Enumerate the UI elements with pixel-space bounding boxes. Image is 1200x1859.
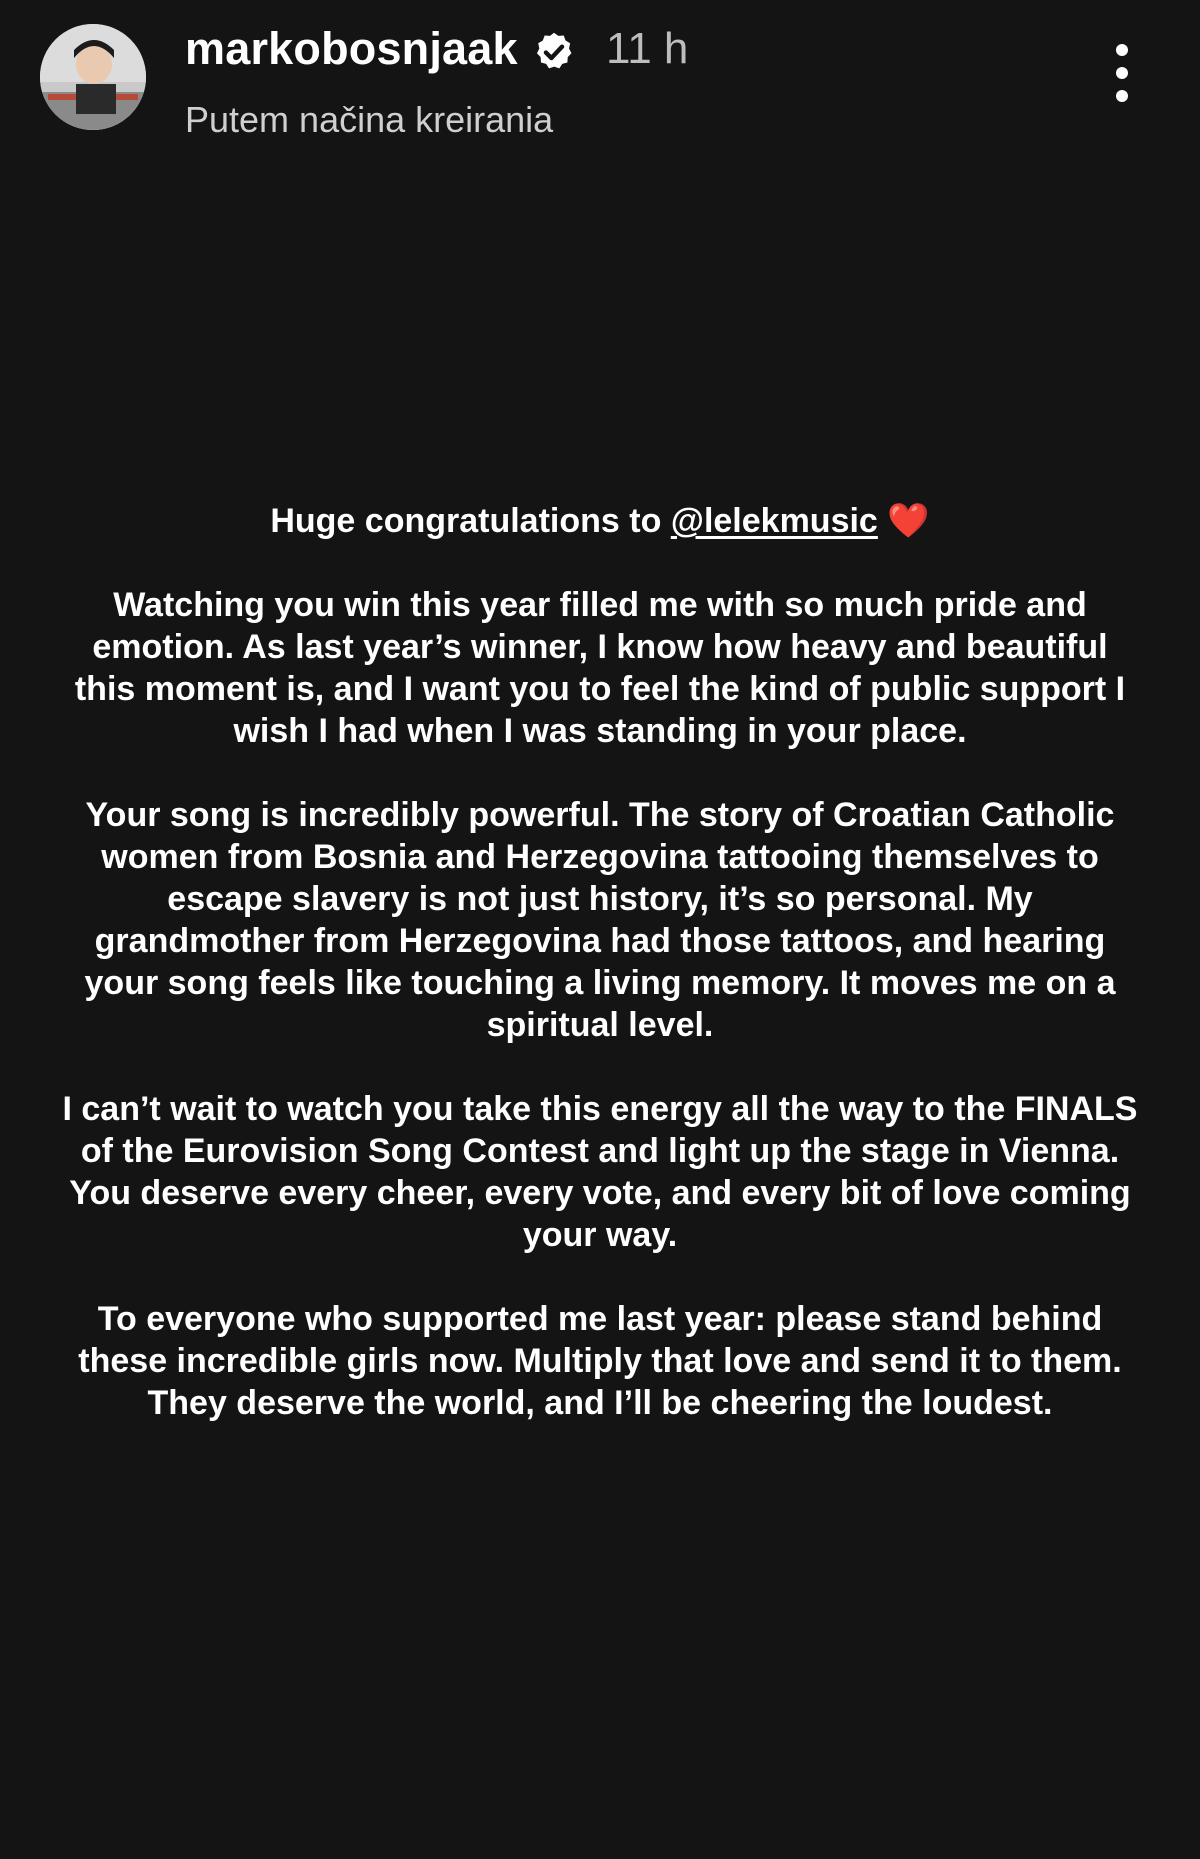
story-subtitle[interactable]: Putem načina kreirania: [185, 99, 554, 140]
avatar-photo: [40, 24, 146, 130]
greeting-text: Huge congratulations to: [270, 502, 671, 540]
username[interactable]: markobosnjaak: [185, 23, 518, 74]
story-paragraph-4: To everyone who supported me last year: please stand behind these incredible girls now. Multiply that love and send it to them. They deserve the world, and I’ll be cheering the loudest.: [78, 1300, 1122, 1422]
story-paragraph-3b: You deserve every cheer, every vote, and every bit of love coming your way.: [69, 1174, 1131, 1254]
story-header: [0, 0, 1200, 160]
mention-link[interactable]: @lelekmusic: [670, 502, 878, 540]
story-text: [60, 500, 1140, 1424]
post-time: 11 h: [606, 24, 689, 73]
greeting-line: [60, 500, 1140, 542]
heart-icon: ❤️: [887, 502, 930, 540]
story-paragraph-1: Watching you win this year filled me with so much pride and emotion. As last year’s winner, I know how heavy and beautiful this moment is, and I want you to feel the kind of public support I wish I had when I was standing in your place.: [74, 586, 1126, 750]
more-vertical-icon[interactable]: [1100, 40, 1144, 106]
avatar[interactable]: [40, 24, 146, 130]
verified-badge-icon: [532, 30, 576, 74]
story-paragraph-3a: I can’t wait to watch you take this energy all the way to the FINALS of the Eurovision Song Contest and light up the stage in Vienna.: [62, 1090, 1138, 1170]
story-paragraph-2: Your song is incredibly powerful. The story of Croatian Catholic women from Bosnia and Herzegovina tattooing themselves to escape slavery is not just history, it’s so personal. My grandmother from Herzegovina had those tattoos, and hearing your song feels like touching a living memory. It moves me on a spiritual level.: [84, 796, 1116, 1044]
